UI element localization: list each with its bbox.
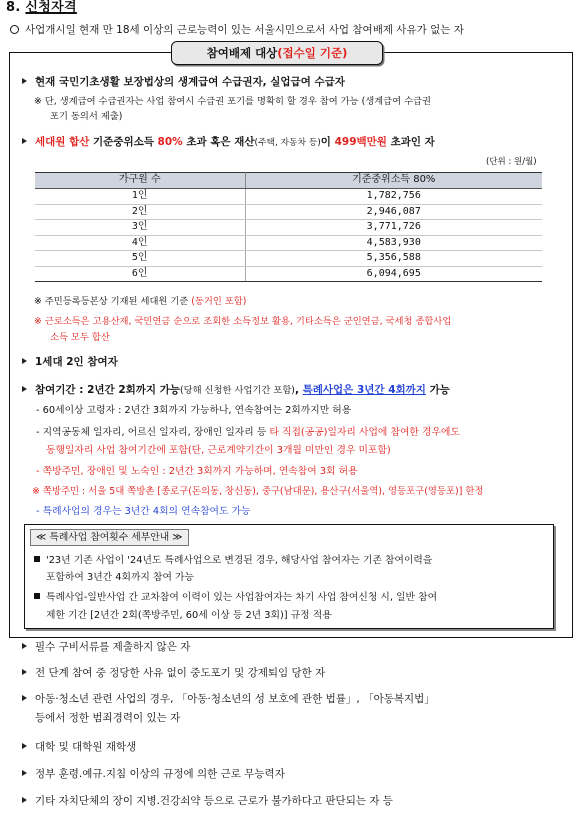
sub-jjokbang: - 쪽방주민, 장애인 및 노숙인 : 2년간 3회까지 가능하며, 연속참여 3회 허용 — [36, 466, 358, 477]
item-dropout: 전 단계 참여 중 정당한 사유 없이 중도포기 및 강제퇴임 당한 자 — [22, 667, 325, 680]
household-size-cell: 3인 — [35, 220, 245, 236]
note-household-basis: ※ 주민등록등본상 기재된 세대원 기준 (동거인 포함) — [34, 296, 247, 307]
item-income-criteria: 세대원 합산 기준중위소득 80% 초과 혹은 재산(주택, 자동차 등)이 499백만원 초과인 자 — [22, 136, 435, 149]
square-bullet-icon — [34, 593, 40, 599]
triangle-bullet-icon — [22, 78, 27, 84]
qualification-text: 사업개시일 현재 만 18세 이상의 근로능력이 있는 서울시민으로서 사업 참여배제 사유가 없는 자 — [25, 24, 464, 36]
detail-item-2b: 제한 기간 [2년간 2회(쪽방주민, 60세 이상 등 2년 3회)] 규정 적용 — [46, 610, 332, 621]
triangle-bullet-icon — [22, 669, 27, 675]
triangle-bullet-icon — [22, 358, 27, 364]
sub-special-project: - 특례사업의 경우는 3년간 4회의 연속참여도 가능 — [36, 506, 251, 517]
income-cell: 4,583,930 — [245, 235, 542, 251]
table-row — [35, 189, 542, 205]
exclusion-header — [171, 41, 383, 65]
sub-other-jobs-2: 동행일자리 사업 참여기간에 포함(단, 근로계약기간이 3개월 미만인 경우 미포함) — [46, 445, 391, 456]
sub-other-jobs-1: - 지역공동체 일자리, 어르신 일자리, 장애인 일자리 등 타 직접(공공)일자리 사업에 참여한 경우에도 — [36, 427, 460, 438]
qualification-line — [10, 24, 464, 37]
unit-label: (단위 : 원/월) — [486, 157, 537, 167]
table-row — [35, 204, 542, 220]
household-size-cell: 5인 — [35, 251, 245, 267]
table-header-cell: 기준중위소득 80% — [245, 173, 542, 189]
item-incapable: 정부 훈령.예규.지침 이상의 규정에 의한 근로 무능력자 — [22, 768, 285, 781]
special-project-detail-title: ≪ 특례사업 참여횟수 세부안내 ≫ — [30, 529, 189, 546]
household-size-cell: 6인 — [35, 266, 245, 282]
detail-item-1b: 포함하여 3년간 4회까지 참여 가능 — [46, 572, 194, 583]
table-row — [35, 220, 542, 236]
item-one-household-two: 1세대 2인 참여자 — [22, 356, 118, 369]
triangle-bullet-icon — [22, 643, 27, 649]
triangle-bullet-icon — [22, 386, 27, 392]
income-cell: 1,782,756 — [245, 189, 542, 205]
item-criminal-record-1: 아동·청소년 관련 사업의 경우, 「아동·청소년의 성 보호에 관한 법률」, 「아동복지법」 — [22, 693, 435, 706]
square-bullet-icon — [34, 556, 40, 562]
item-other-judgment: 기타 자치단체의 장이 지병.건강쇠약 등으로 근로가 불가하다고 판단되는 자 등 — [22, 795, 393, 808]
item-livelihood-benefit: 현재 국민기초생활 보장법상의 생계급여 수급권자, 실업급여 수급자 — [22, 76, 345, 89]
note-livelihood-2: 포기 동의서 제출) — [50, 111, 123, 122]
table-row — [35, 266, 542, 282]
sub-elderly: - 60세이상 고령자 : 2년간 3회까지 가능하나, 연속참여는 2회까지만 허용 — [36, 405, 352, 416]
exclusion-header-main: 참여배제 대상 — [206, 46, 278, 60]
household-size-cell: 1인 — [35, 189, 245, 205]
detail-item-1a: '23년 기존 사업이 '24년도 특례사업으로 변경된 경우, 해당사업 참여자는 기존 참여이력을 — [34, 555, 432, 567]
triangle-bullet-icon — [22, 797, 27, 803]
triangle-bullet-icon — [22, 743, 27, 749]
exclusion-header-paren: (접수일 기준) — [277, 46, 348, 60]
table-row — [35, 235, 542, 251]
table-header-cell: 가구원 수 — [35, 173, 245, 189]
note-income-source-1: ※ 근로소득은 고용산재, 국민연금 순으로 조회한 소득정보 활용, 기타소득은 군인연금, 국세청 종합사업 — [34, 316, 452, 327]
item-missing-documents: 필수 구비서류를 제출하지 않은 자 — [22, 641, 190, 654]
household-size-cell: 4인 — [35, 235, 245, 251]
item-participation-period: 참여기간 : 2년간 2회까지 가능(당해 신청한 사업기간 포함), 특례사업은 3년간 4회까지 가능 — [22, 384, 450, 397]
table-row — [35, 251, 542, 267]
household-size-cell: 2인 — [35, 204, 245, 220]
note-livelihood-1: ※ 단, 생계급여 수급권자는 사업 참여시 수급권 포기를 명확히 할 경우 참여 가능 (생계급여 수급권 — [34, 96, 432, 107]
triangle-bullet-icon — [22, 695, 27, 701]
section-title-text: 신청자격 — [25, 0, 77, 15]
section-number: 8. — [6, 0, 21, 15]
sub-jjokbang-areas: ※ 쪽방주민 : 서울 5대 쪽방촌 [종로구(돈의동, 창신동), 중구(남대문), 용산구(서울역), 영등포구(영등포)] 한정 — [32, 486, 484, 497]
note-income-source-2: 소득 모두 합산 — [50, 332, 110, 343]
income-table — [35, 172, 542, 282]
triangle-bullet-icon — [22, 138, 27, 144]
section-title — [6, 0, 77, 16]
income-cell: 6,094,695 — [245, 266, 542, 282]
item-criminal-record-2: 등에서 정한 범죄경력이 있는 자 — [35, 712, 181, 724]
triangle-bullet-icon — [22, 770, 27, 776]
income-table-header — [35, 173, 542, 189]
income-cell: 2,946,087 — [245, 204, 542, 220]
income-cell: 5,356,588 — [245, 251, 542, 267]
item-students: 대학 및 대학원 재학생 — [22, 741, 136, 754]
income-cell: 3,771,726 — [245, 220, 542, 236]
detail-item-2a: 특례사업-일반사업 간 교차참여 이력이 있는 사업참여자는 차기 사업 참여신청 시, 일반 참여 — [34, 592, 437, 604]
circle-bullet-icon — [10, 25, 19, 34]
